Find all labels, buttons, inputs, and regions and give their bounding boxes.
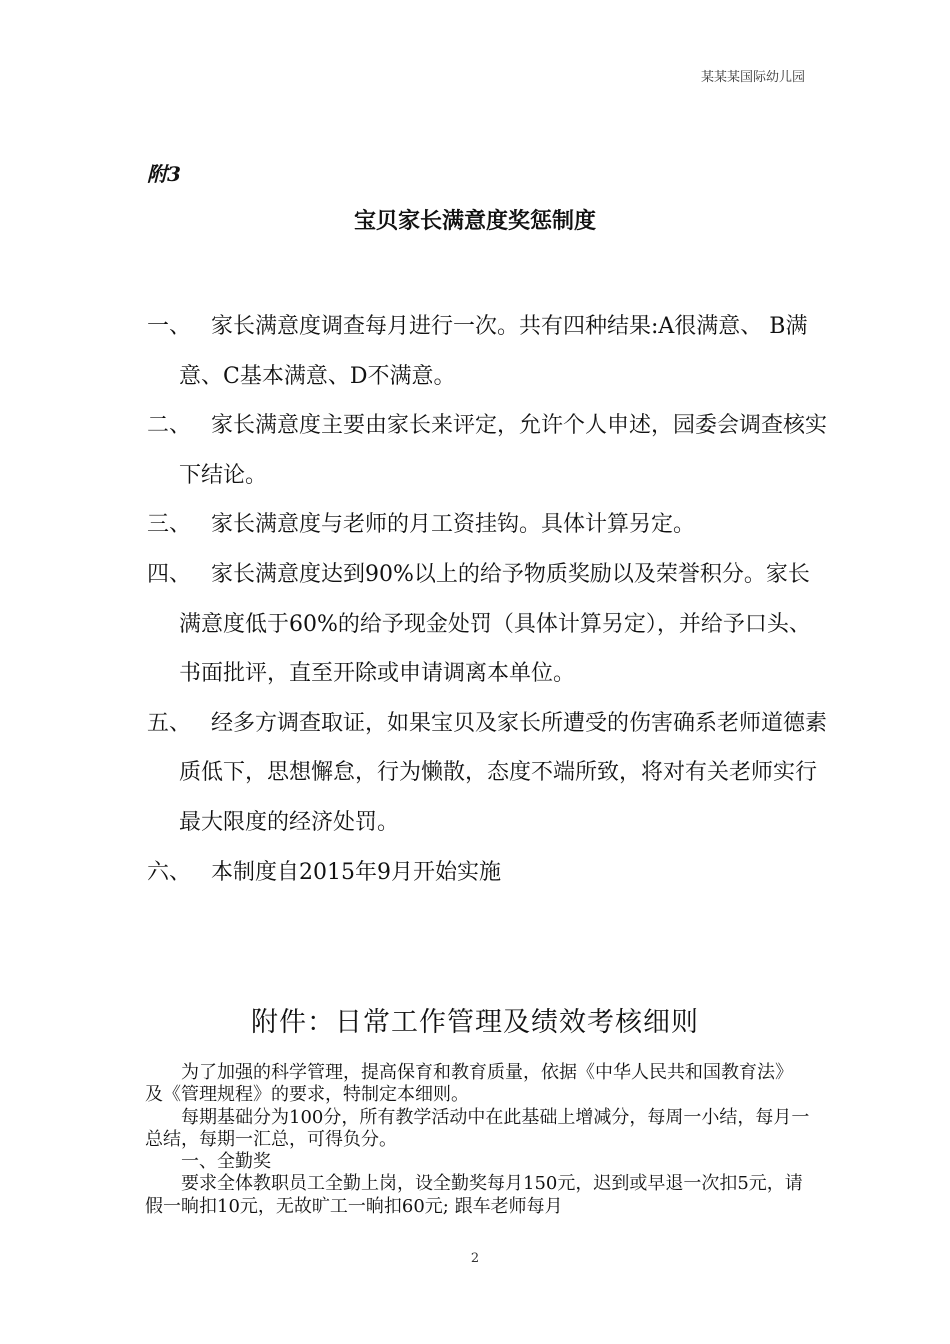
list-item-text: 家长满意度主要由家长来评定，允许个人申述，园委会调查核实下结论。 <box>179 413 828 488</box>
list-item <box>147 550 827 699</box>
list-item-number: 四、 <box>147 561 192 587</box>
list-item-text: 经多方调查取证，如果宝贝及家长所遭受的伤害确系老师道德素质低下，思想懈怠，行为懒散，态度不端所致，将对有关老师实行最大限度的经济处罚。 <box>179 710 828 835</box>
list-item-number: 二、 <box>147 413 192 439</box>
section-title: 附件：日常工作管理及绩效考核细则 <box>251 1007 699 1038</box>
paragraph: 要求全体教职员工全勤上岗，设全勤奖每月150元，迟到或早退一次扣5元，请假一晌扣10元，无故旷工一晌扣60元; 跟车老师每月 <box>145 1173 803 1217</box>
page-title: 宝贝家长满意度奖惩制度 <box>353 208 596 234</box>
list-item-text: 家长满意度与老师的月工资挂钩。具体计算另定。 <box>211 512 696 538</box>
list-item <box>147 848 827 898</box>
list-item-text: 家长满意度达到90%以上的给予物质奖励以及荣誉积分。家长满意度低于60%的给予现金处罚（具体计算另定），并给予口头、书面批评，直至开除或申请调离本单位。 <box>179 561 811 687</box>
paragraph: 每期基础分为100分，所有教学活动中在此基础上增减分，每周一小结，每月一总结，每期一汇总，可得负分。 <box>145 1106 810 1150</box>
rules-list <box>147 302 827 897</box>
paragraph: 一、全勤奖 <box>181 1151 271 1173</box>
appendix-label: 附3 <box>147 162 181 186</box>
header-org-name: 某某某国际幼儿园 <box>700 70 805 85</box>
paragraph: 为了加强的科学管理，提高保育和教育质量，依据《中华人民共和国教育法》及《管理规程》的要求，特制定本细则。 <box>145 1062 793 1106</box>
list-item <box>147 401 827 500</box>
list-item <box>147 302 827 401</box>
list-item-text: 家长满意度调查每月进行一次。共有四种结果:A很满意、 B满意、C基本满意、D不满意。 <box>179 314 808 389</box>
page-number: 2 <box>470 1251 480 1266</box>
list-item-number: 三、 <box>147 512 192 538</box>
section-body <box>145 1062 810 1218</box>
list-item-number: 五、 <box>147 710 192 736</box>
list-item <box>147 699 827 848</box>
list-item-number: 六、 <box>147 859 192 885</box>
list-item-text: 本制度自2015年9月开始实施 <box>211 859 501 885</box>
list-item <box>147 500 827 550</box>
list-item-number: 一、 <box>147 314 192 339</box>
